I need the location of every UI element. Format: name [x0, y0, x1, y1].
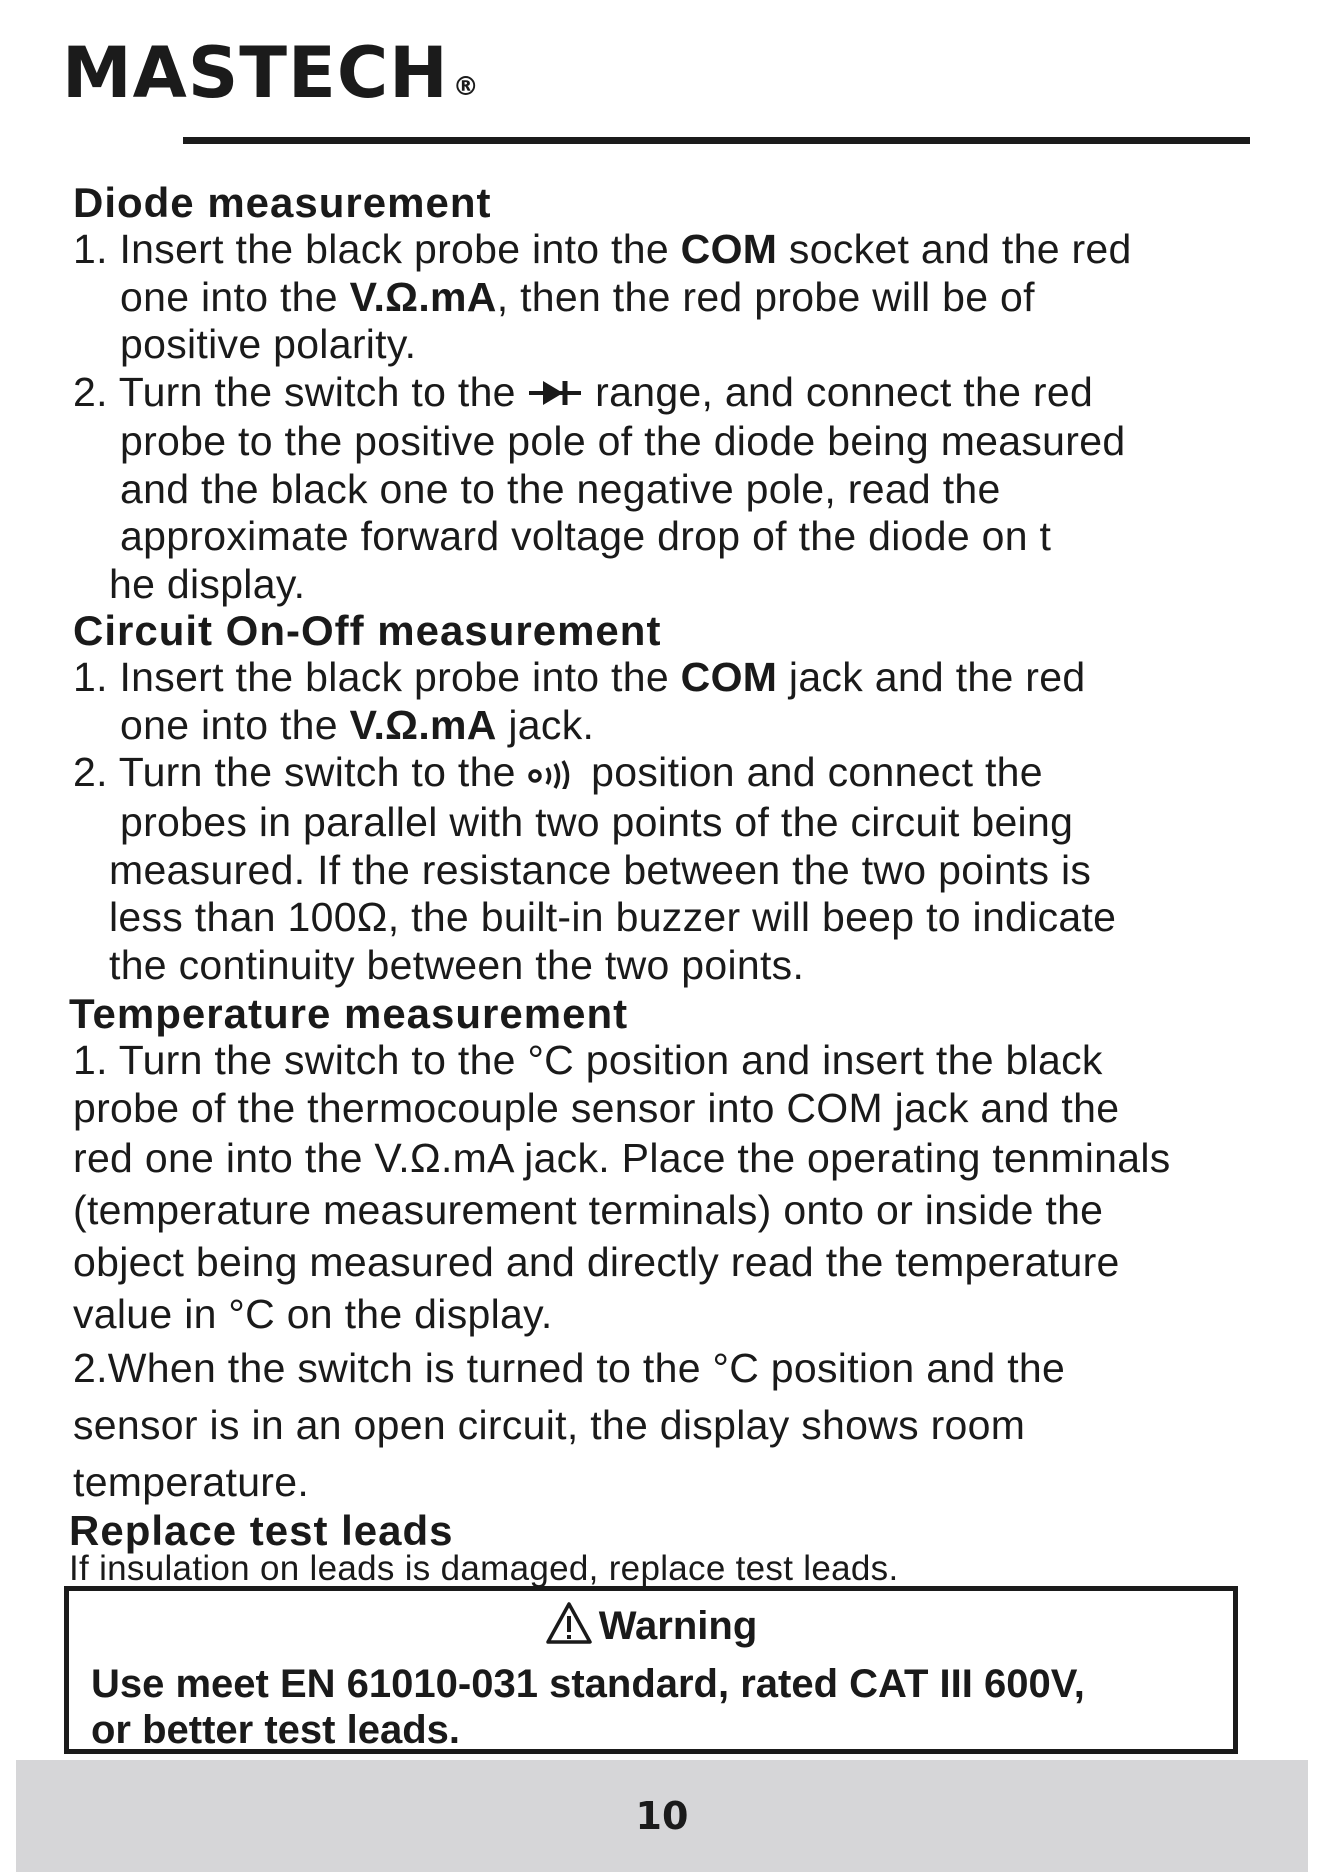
temperature-line-8: sensor is in an open circuit, the display shows room — [73, 1402, 1026, 1449]
manual-content — [69, 179, 1273, 1589]
temperature-line-4: (temperature measurement terminals) onto or inside the — [73, 1187, 1104, 1234]
continuity-heading: Circuit On-Off measurement — [73, 607, 662, 655]
warning-box — [64, 1586, 1238, 1754]
registered-mark: ® — [452, 72, 480, 102]
continuity-step-1: 1. Insert the black probe into the COM jack and the red — [73, 654, 1086, 701]
warning-text — [91, 1661, 1085, 1753]
brand-name: MASTECH — [62, 32, 449, 114]
warning-title: Warning — [69, 1601, 1233, 1649]
header-rule — [183, 137, 1250, 144]
diode-step-2-cont3: approximate forward voltage drop of the diode on t — [120, 513, 1052, 560]
leads-heading: Replace test leads — [69, 1507, 454, 1555]
diode-step-2-cont4: he display. — [109, 560, 306, 607]
temperature-line-7: 2.When the switch is turned to the °C position and the — [73, 1345, 1066, 1392]
continuity-step-2-cont3: less than 100Ω, the built-in buzzer will beep to indicate — [109, 894, 1117, 941]
continuity-step-2-cont4: the continuity between the two points. — [109, 941, 805, 988]
page-number: 10 — [635, 1794, 689, 1838]
page-footer — [16, 1760, 1308, 1872]
diode-step-2-cont2: and the black one to the negative pole, read the — [120, 465, 1001, 512]
continuity-step-2-cont2: measured. If the resistance between the two points is — [109, 846, 1092, 893]
temperature-line-1: 1. Turn the switch to the °C position and insert the black — [73, 1037, 1103, 1084]
brand-logo — [62, 32, 480, 114]
temperature-line-6: value in °C on the display. — [73, 1291, 553, 1338]
diode-step-1-cont: one into the V.Ω.mA, then the red probe will be of — [120, 273, 1035, 320]
warning-line-2: or better test leads. — [91, 1708, 461, 1752]
continuity-step-2: 2. Turn the switch to the position and connect the — [73, 749, 1273, 799]
temperature-line-3: red one into the V.Ω.mA jack. Place the operating tenminals — [73, 1135, 1171, 1182]
diode-icon — [527, 371, 583, 419]
continuity-step-2-cont: probes in parallel with two points of the circuit being — [120, 799, 1074, 846]
temperature-line-5: object being measured and directly read the temperature — [73, 1239, 1120, 1286]
temperature-line-2: probe of the thermocouple sensor into COM jack and the — [73, 1084, 1120, 1131]
leads-text: If insulation on leads is damaged, replace test leads. — [69, 1549, 899, 1589]
diode-step-2-cont: probe to the positive pole of the diode being measured — [120, 418, 1126, 465]
warning-triangle-icon — [545, 1601, 593, 1645]
diode-heading: Diode measurement — [73, 179, 492, 226]
diode-step-1-cont2: positive polarity. — [120, 321, 417, 367]
diode-step-2: 2. Turn the switch to the range, and connect the red — [73, 369, 1273, 419]
warning-line-1: Use meet EN 61010-031 standard, rated CAT III 600V, — [91, 1662, 1085, 1706]
continuity-step-1-cont: one into the V.Ω.mA jack. — [120, 701, 595, 748]
temperature-heading: Temperature measurement — [69, 990, 629, 1038]
diode-step-1: 1. Insert the black probe into the COM socket and the red — [73, 226, 1132, 272]
buzzer-icon — [527, 752, 579, 800]
temperature-line-9: temperature. — [73, 1459, 310, 1506]
